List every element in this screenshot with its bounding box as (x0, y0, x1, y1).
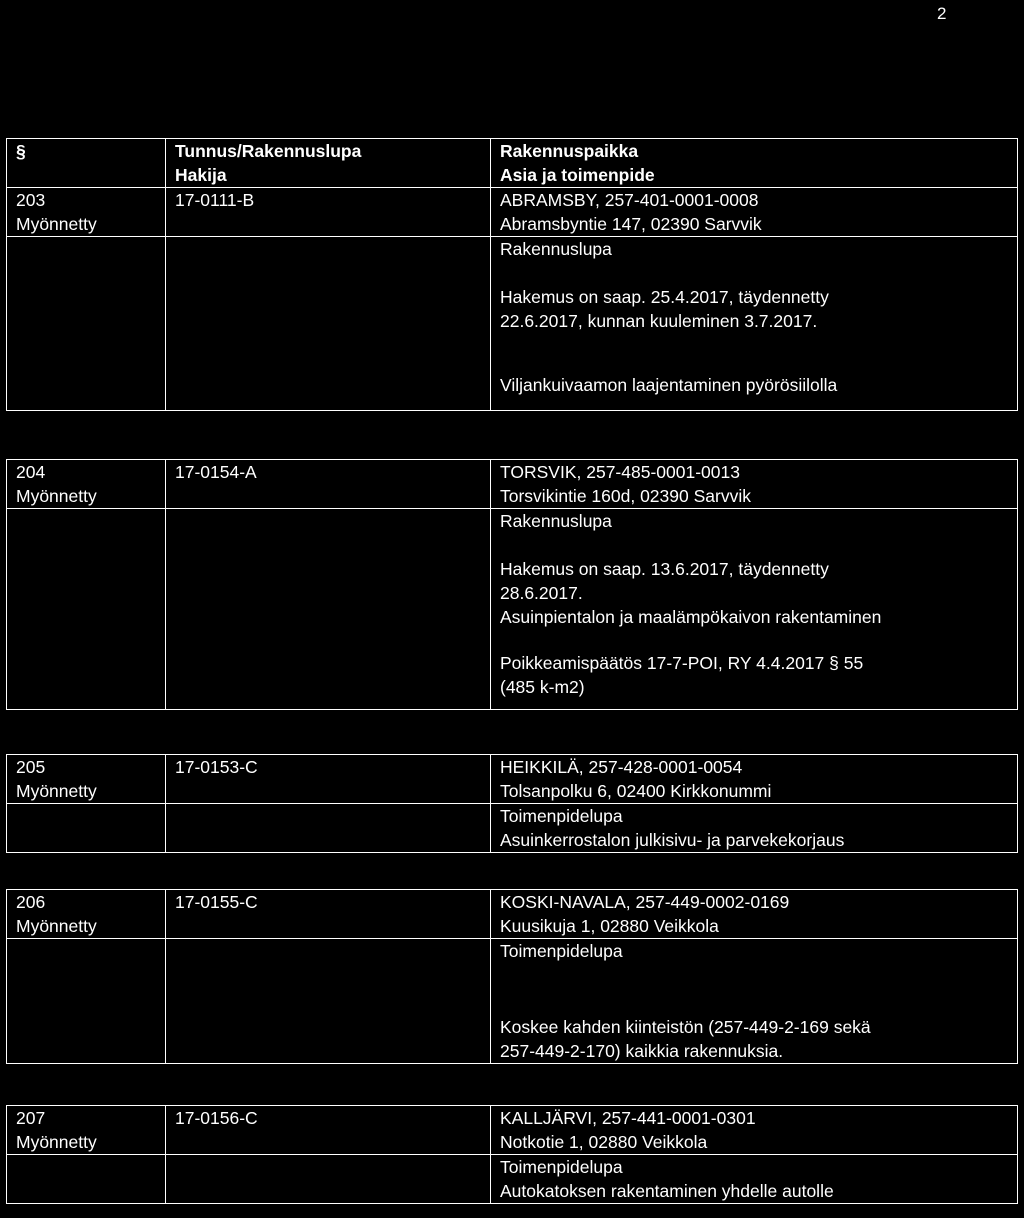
row-number: 205 (16, 757, 46, 777)
permit-table-204 (6, 459, 1018, 710)
row-note: Hakemus on saap. 13.6.2017, täydennetty (500, 559, 829, 579)
row-number: 204 (16, 462, 46, 482)
row-place: KALLJÄRVI, 257-441-0001-0301 (500, 1108, 756, 1128)
row-place: KOSKI-NAVALA, 257-449-0002-0169 (500, 892, 790, 912)
row-description: Asuinpientalon ja maalämpökaivon rakentaminen (500, 607, 882, 627)
row-place: TORSVIK, 257-485-0001-0013 (500, 462, 740, 482)
permit-table-206 (6, 889, 1018, 1064)
header-row (7, 139, 1018, 188)
row-address: Torsvikintie 160d, 02390 Sarvvik (500, 486, 751, 506)
row-address: Notkotie 1, 02880 Veikkola (500, 1132, 708, 1152)
page-number: 2 (937, 4, 947, 23)
row-address: Abramsbyntie 147, 02390 Sarvvik (500, 214, 762, 234)
header-place-cell (491, 139, 1018, 188)
row-permit-id: 17-0154-A (175, 462, 257, 482)
row-note: Hakemus on saap. 25.4.2017, täydennetty (500, 287, 829, 307)
row-place: HEIKKILÄ, 257-428-0001-0054 (500, 757, 743, 777)
row-description: Asuinkerrostalon julkisivu- ja parvekekorjaus (500, 830, 845, 850)
row-address: Kuusikuja 1, 02880 Veikkola (500, 916, 719, 936)
row-permit-type: Toimenpidelupa (500, 806, 623, 826)
row-description: Viljankuivaamon laajentaminen pyörösiilolla (500, 375, 838, 395)
row-number: 206 (16, 892, 46, 912)
row-exception-decision: Poikkeamispäätös 17-7-POI, RY 4.4.2017 § 55 (500, 653, 864, 673)
table-row (7, 804, 1018, 853)
row-permit-id: 17-0153-C (175, 757, 258, 777)
header-id-label: Tunnus/Rakennuslupa (175, 141, 362, 161)
table-row (7, 755, 1018, 804)
table-row (7, 939, 1018, 1064)
row-status: Myönnetty (16, 214, 97, 234)
header-id-cell (166, 139, 491, 188)
row-permit-id: 17-0111-B (175, 190, 255, 210)
row-place: ABRAMSBY, 257-401-0001-0008 (500, 190, 759, 210)
table-row (7, 460, 1018, 509)
row-note: 22.6.2017, kunnan kuuleminen 3.7.2017. (500, 311, 818, 331)
row-description: Koskee kahden kiinteistön (257-449-2-169 sekä (500, 1017, 871, 1037)
row-address: Tolsanpolku 6, 02400 Kirkkonummi (500, 781, 772, 801)
row-status: Myönnetty (16, 916, 97, 936)
table-row (7, 509, 1018, 710)
header-section-cell (7, 139, 166, 188)
header-place-label: Rakennuspaikka (500, 141, 639, 161)
row-description: Autokatoksen rakentaminen yhdelle autolle (500, 1181, 834, 1201)
row-floor-area: (485 k-m2) (500, 677, 585, 697)
section-symbol: § (16, 141, 26, 161)
row-permit-id: 17-0155-C (175, 892, 258, 912)
row-number: 203 (16, 190, 46, 210)
table-row (7, 1106, 1018, 1155)
permit-table-203 (6, 138, 1018, 411)
header-subject-label: Asia ja toimenpide (500, 165, 655, 185)
row-status: Myönnetty (16, 1132, 97, 1152)
row-permit-type: Rakennuslupa (500, 239, 612, 259)
row-status: Myönnetty (16, 486, 97, 506)
table-row (7, 890, 1018, 939)
row-description: 257-449-2-170) kaikkia rakennuksia. (500, 1041, 784, 1061)
row-number: 207 (16, 1108, 46, 1128)
table-row (7, 188, 1018, 237)
table-row (7, 237, 1018, 411)
row-status: Myönnetty (16, 781, 97, 801)
permit-table-205 (6, 754, 1018, 853)
row-permit-type: Rakennuslupa (500, 511, 612, 531)
row-permit-type: Toimenpidelupa (500, 941, 623, 961)
row-permit-id: 17-0156-C (175, 1108, 258, 1128)
header-applicant-label: Hakija (175, 165, 227, 185)
row-note: 28.6.2017. (500, 583, 583, 603)
table-row (7, 1155, 1018, 1204)
row-permit-type: Toimenpidelupa (500, 1157, 623, 1177)
permit-table-207 (6, 1105, 1018, 1204)
